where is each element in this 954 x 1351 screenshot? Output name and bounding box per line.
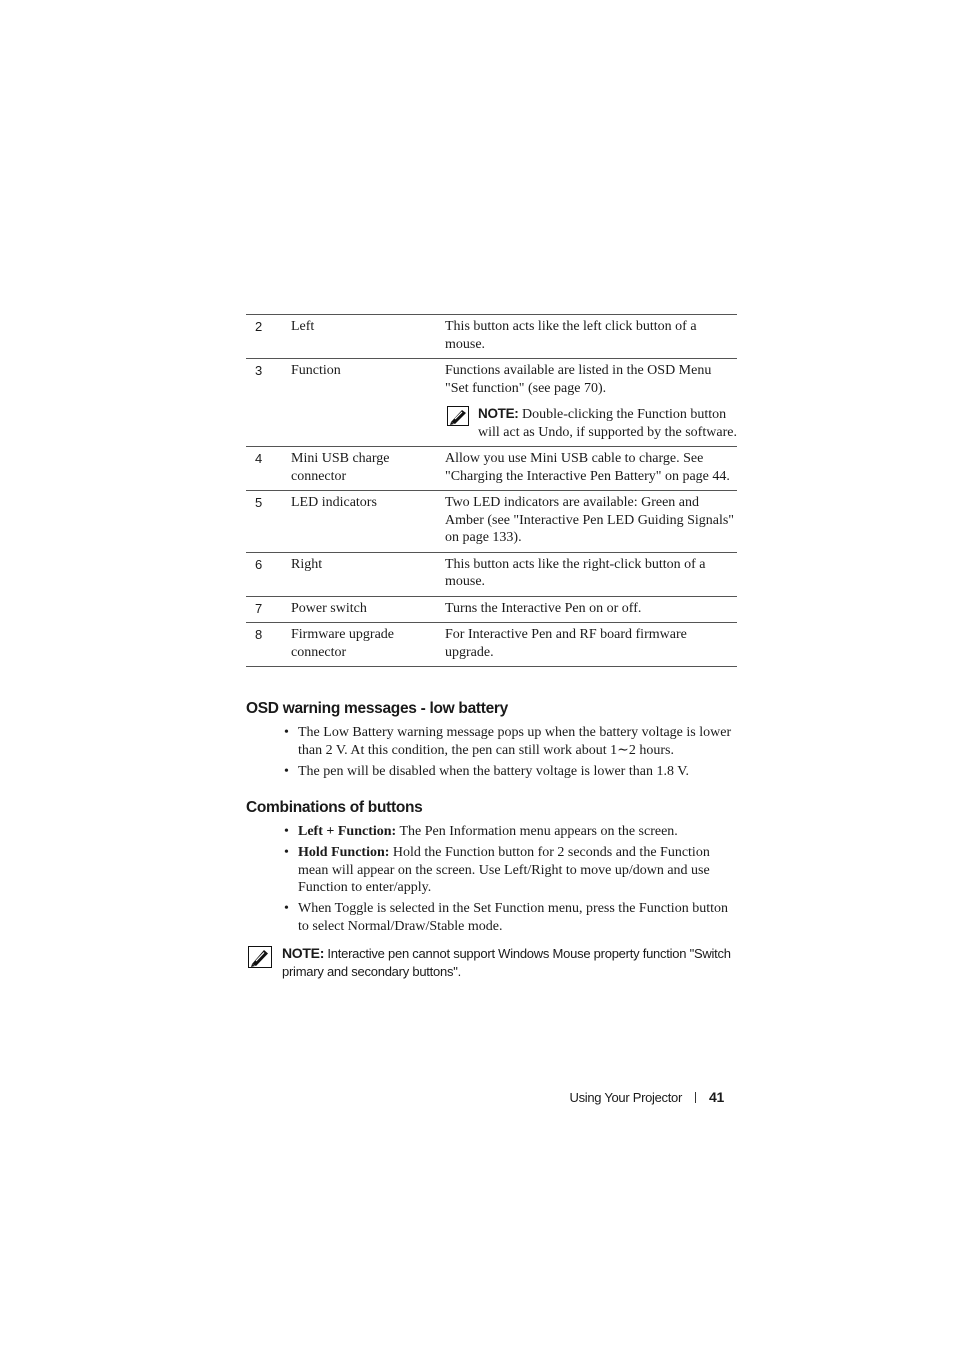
list-item [246,900,741,935]
list-item-term: Left + Function: [298,824,397,839]
list-item [246,823,741,841]
table-row [246,491,737,553]
row-name: Function [291,363,341,378]
row-number: 4 [255,451,263,466]
note-text: Double-clicking the Function button will act as Undo, if supported by the software. [478,407,737,440]
list-item-text: The Pen Information menu appears on the screen. [396,824,678,839]
note-label: NOTE: [282,945,325,961]
table-note [445,405,737,441]
row-description: Turns the Interactive Pen on or off. [445,600,642,616]
section-heading-osd: OSD warning messages - low battery [246,700,508,717]
list-item: • The pen will be disabled when the battery voltage is lower than 1.8 V. [246,763,741,781]
table-row [246,596,737,623]
row-description: This button acts like the right-click button of a mouse. [445,556,706,589]
list-item: • The Low Battery warning message pops up when the battery voltage is lower than 2 V. At this condition, the pen can still work about 1∼2 hours. [246,724,741,759]
row-description: For Interactive Pen and RF board firmware upgrade. [445,627,687,660]
spec-table [246,314,737,667]
pencil-note-icon [447,406,469,432]
row-description: Two LED indicators are available: Green and Amber (see "Interactive Pen LED Guiding Signals" on page 133). [445,495,735,545]
bottom-note [246,944,762,981]
osd-bullet-list [246,724,741,784]
table-row [246,359,737,447]
page-number: 41 [709,1089,724,1105]
row-number: 8 [255,627,263,642]
row-number: 5 [255,495,263,510]
pencil-note-icon [248,946,272,973]
row-description: This button acts like the left click button of a mouse. [445,319,697,352]
table-row [246,315,737,359]
page-footer [540,1089,724,1105]
row-number: 7 [255,600,263,616]
row-name: Right [291,556,323,572]
list-item-text: When Toggle is selected in the Set Function menu, press the Function button to select Normal/Draw/Stable mode. [298,901,728,934]
row-description: Functions available are listed in the OSD Menu "Set function" (see page 70). [445,363,712,396]
row-name: Power switch [291,600,367,616]
table-row [246,447,737,491]
row-name: Mini USB charge connector [291,451,390,484]
section-heading-combinations: Combinations of buttons [246,799,423,816]
note-label: NOTE: [478,406,519,421]
row-description-cell [445,359,737,447]
footer-divider [695,1092,696,1103]
list-item-text: Hold the Function button for 2 seconds and the Function mean will appear on the screen. Use Left/Right to move up/down and use Function to enter/apply. [298,845,710,895]
row-name: LED indicators [291,495,377,510]
note-text: Interactive pen cannot support Windows Mouse property function "Switch primary and secondary buttons". [282,946,731,979]
footer-section-title: Using Your Projector [569,1090,683,1105]
row-number: 3 [255,363,263,378]
row-description: Allow you use Mini USB cable to charge. See "Charging the Interactive Pen Battery" on page 44. [445,451,730,484]
row-number: 6 [255,556,263,572]
table-row [246,552,737,596]
row-number: 2 [255,319,263,334]
row-name: Firmware upgrade connector [291,627,395,660]
combinations-bullet-list [246,823,741,939]
list-item [246,844,741,897]
list-item-term: Hold Function: [298,845,390,860]
table-row [246,623,737,667]
row-name: Left [291,319,315,334]
